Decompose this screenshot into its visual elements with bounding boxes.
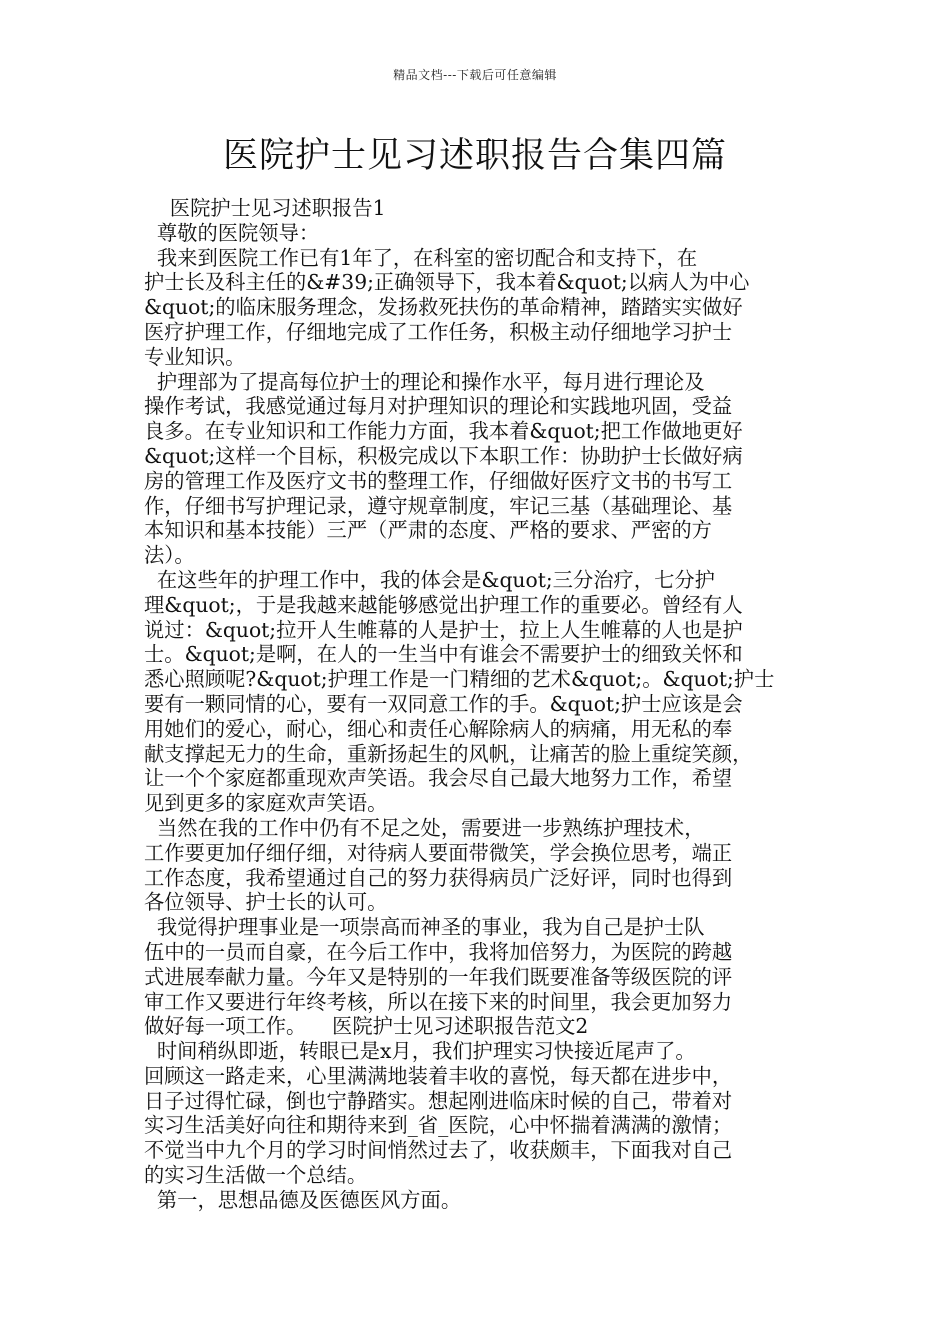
body-line: 日子过得忙碌，倒也宁静踏实。想起刚进临床时候的自己，带着对 bbox=[144, 1088, 733, 1113]
document-title: 医院护士见习述职报告合集四篇 bbox=[222, 136, 727, 176]
body-line: &quot;这样一个目标，积极完成以下本职工作：协助护士长做好病 bbox=[144, 443, 743, 468]
body-line: 理&quot;，于是我越来越能够感觉出护理工作的重要必。曾经有人 bbox=[144, 592, 743, 617]
body-line: 悉心照顾呢?&quot;护理工作是一门精细的艺术&quot;。&quot;护士 bbox=[144, 667, 775, 692]
body-line: 说过：&quot;拉开人生帷幕的人是护士，拉上人生帷幕的人也是护 bbox=[144, 617, 743, 642]
body-line: 回顾这一路走来，心里满满地装着丰收的喜悦，每天都在进步中， bbox=[144, 1063, 733, 1088]
body-line: 用她们的爱心，耐心，细心和责任心解除病人的病痛，用无私的奉 bbox=[144, 716, 733, 741]
body-line: 要有一颗同情的心，要有一双同意工作的手。&quot;护士应该是会 bbox=[144, 691, 743, 716]
body-line: 尊敬的医院领导： bbox=[144, 220, 320, 245]
body-line: 专业知识。 bbox=[144, 344, 246, 369]
body-line: 第一，思想品德及医德医风方面。 bbox=[144, 1187, 462, 1212]
body-line: 法）。 bbox=[144, 543, 195, 568]
body-line: 各位领导、护士长的认可。 bbox=[144, 890, 388, 915]
body-line: 见到更多的家庭欢声笑语。 bbox=[144, 791, 388, 816]
body-line: 实习生活美好向往和期待来到_省_医院，心中怀揣着满满的激情； bbox=[144, 1113, 733, 1138]
body-line: 护士长及科主任的&#39;正确领导下，我本着&quot;以病人为中心 bbox=[144, 270, 750, 295]
body-line: 的实习生活做一个总结。 bbox=[144, 1163, 368, 1188]
body-line: 医疗护理工作，仔细地完成了工作任务，积极主动仔细地学习护士 bbox=[144, 319, 733, 344]
body-line: 作，仔细书写护理记录，遵守规章制度，牢记三基（基础理论、基 bbox=[144, 493, 733, 518]
body-line: 士。&quot;是啊，在人的一生当中有谁会不需要护士的细致关怀和 bbox=[144, 642, 743, 667]
body-line: 良多。在专业知识和工作能力方面，我本着&quot;把工作做地更好 bbox=[144, 419, 743, 444]
body-line: 做好每一项工作。 医院护士见习述职报告范文2 bbox=[144, 1014, 589, 1039]
document-body bbox=[144, 196, 822, 1213]
body-line: 献支撑起无力的生命，重新扬起生的风帆，让痛苦的脸上重绽笑颜， bbox=[144, 741, 753, 766]
body-line: 时间稍纵即逝，转眼已是x月，我们护理实习快接近尾声了。 bbox=[144, 1039, 696, 1064]
body-line: 工作态度，我希望通过自己的努力获得病员广泛好评，同时也得到 bbox=[144, 865, 733, 890]
body-line: 操作考试，我感觉通过每月对护理知识的理论和实践地巩固，受益 bbox=[144, 394, 733, 419]
body-line: &quot;的临床服务理念，发扬救死扶伤的革命精神，踏踏实实做好 bbox=[144, 295, 743, 320]
body-line: 护理部为了提高每位护士的理论和操作水平，每月进行理论及 bbox=[144, 369, 705, 394]
body-line: 我来到医院工作已有1年了，在科室的密切配合和支持下，在 bbox=[144, 245, 698, 270]
body-line: 审工作又要进行年终考核，所以在接下来的时间里，我会更加努力 bbox=[144, 989, 733, 1014]
body-line: 当然在我的工作中仍有不足之处，需要进一步熟练护理技术， bbox=[144, 815, 705, 840]
body-line: 让一个个家庭都重现欢声笑语。我会尽自己最大地努力工作，希望 bbox=[144, 766, 733, 791]
body-line: 本知识和基本技能）三严（严肃的态度、严格的要求、严密的方 bbox=[144, 518, 712, 543]
body-line: 工作要更加仔细仔细，对待病人要面带微笑，学会换位思考，端正 bbox=[144, 840, 733, 865]
body-line: 不觉当中九个月的学习时间悄然过去了，收获颇丰，下面我对自己 bbox=[144, 1138, 733, 1163]
body-line: 在这些年的护理工作中，我的体会是&quot;三分治疗，七分护 bbox=[144, 567, 715, 592]
body-line: 医院护士见习述职报告1 bbox=[144, 196, 386, 220]
body-line: 房的管理工作及医疗文书的整理工作，仔细做好医疗文书的书写工 bbox=[144, 468, 733, 493]
body-line: 我觉得护理事业是一项崇高而神圣的事业，我为自己是护士队 bbox=[144, 915, 705, 940]
body-line: 式进展奉献力量。今年又是特别的一年我们既要准备等级医院的评 bbox=[144, 964, 733, 989]
header-note: 精品文档---下载后可任意编辑 bbox=[393, 68, 557, 82]
body-line: 伍中的一员而自豪，在今后工作中，我将加倍努力，为医院的跨越 bbox=[144, 939, 733, 964]
